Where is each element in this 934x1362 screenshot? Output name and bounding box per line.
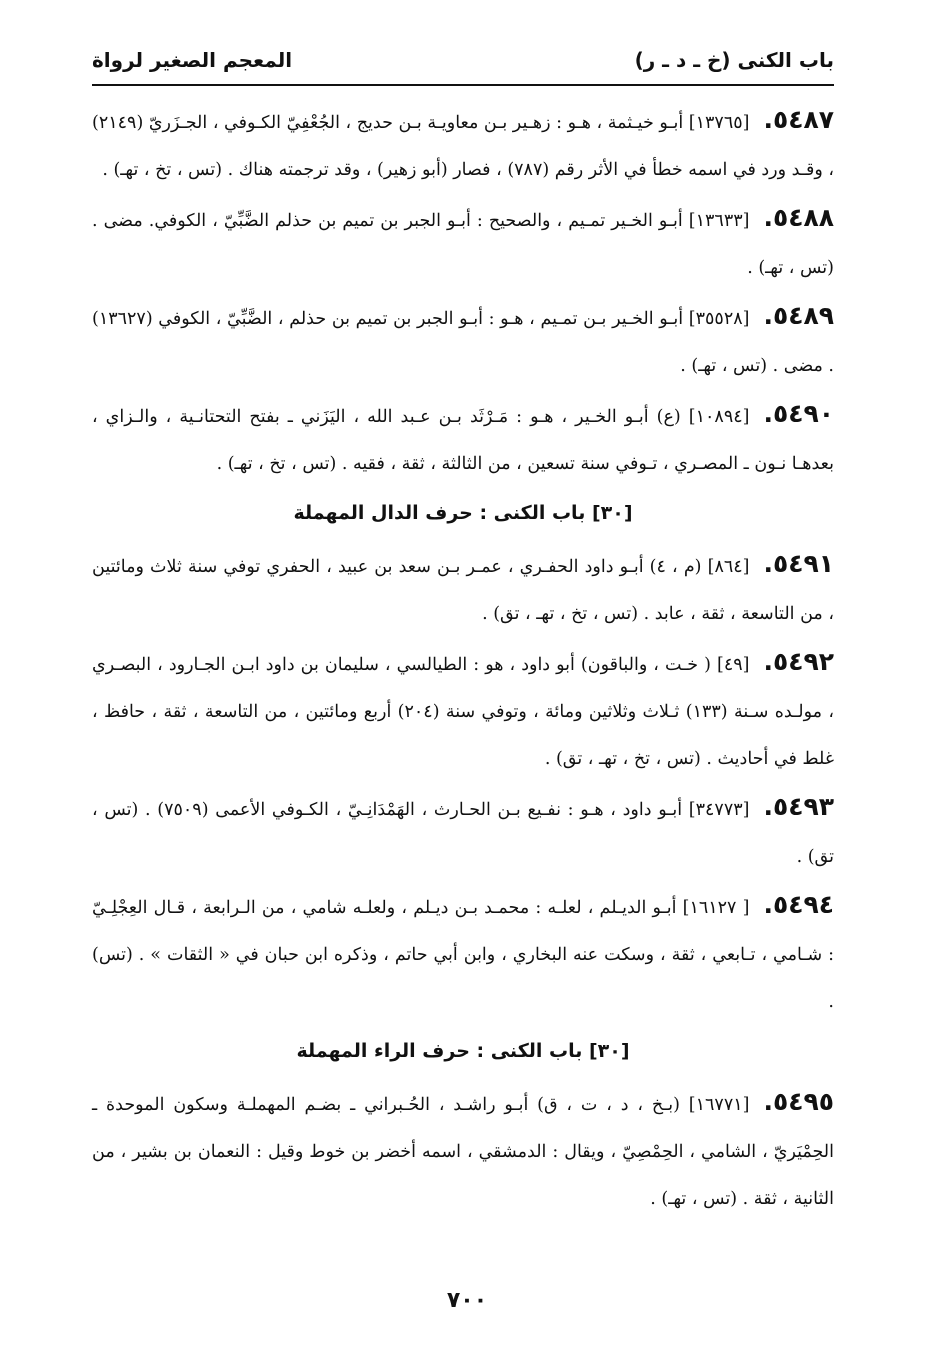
entry — [92, 1078, 834, 1223]
entry-text: [٣٥٥٢٨] أبـو الخـير بـن تمـيم ، هـو : أبـو الجبر بن تميم بن حذلم ، الضَّبِّيّ ، الكوفي (١٣٦٢٧) . مضى . (تس ، تهـ) . — [92, 309, 834, 376]
entry-text: [٣٤٧٧٣] أبـو داود ، هـو : نفـيع بـن الحـارث ، الهَمْدَانِـيّ ، الكـوفي الأعمى (٧٥٠٩) . (تس ، تق) . — [92, 800, 834, 867]
entry — [92, 881, 834, 1026]
header-chapter-title: باب الكنى (خ ـ د ـ ر) — [634, 48, 834, 72]
section-heading-dal: [٣٠] باب الكنى : حرف الدال المهملة — [293, 502, 633, 524]
entry — [92, 194, 834, 292]
entry-number: ٥٤٨٩. — [763, 301, 834, 330]
entry-text: [٨٦٤] (م ، ٤) أبـو داود الحفـري ، عمـر بـن سعد بن عبيد ، الحفري توفي سنة ثلاث ومائتين ، من التاسعة ، ثقة ، عابد . (تس ، تخ ، تهـ ، تق) . — [92, 557, 834, 624]
page-number: ٧٠٠ — [446, 1288, 488, 1313]
entry — [92, 540, 834, 638]
header-book-title: المعجم الصغير لرواة — [92, 48, 293, 72]
entry-number: ٥٤٨٧. — [763, 105, 834, 134]
entry — [92, 390, 834, 488]
page-content — [92, 96, 834, 1223]
entry-text: [١٣٧٦٥] أبـو خيـثمة ، هـو : زهـير بـن معاويـة بـن حديج ، الجُعْفِيّ الكـوفي ، الجـزَريّ (٢١٤٩) ، وقـد ورد في اسمه خطأ في الأثر رقم (٧٨٧) ، فصار (أبو زهير) ، وقد ترجمته هناك . (تس ، تخ ، تهـ) . — [92, 113, 834, 180]
entry-text: [ ١٦١٢٧] أبـو الديـلم ، لعلـه : محمـد بـن ديـلم ، ولعلـه شامي ، من الـرابعة ، قـال العِجْلِـيّ : شـامي ، تـابعي ، ثقة ، وسكت عنه البخاري ، وابن أبي حاتم ، وذكره ابن حبان في « الثقات » . (تس) . — [92, 898, 834, 1012]
entry-number: ٥٤٩٣. — [763, 792, 834, 821]
entry-number: ٥٤٩٠. — [763, 399, 834, 428]
entry — [92, 96, 834, 194]
entry-number: ٥٤٩٥. — [763, 1087, 834, 1116]
entry-text: [٤٩] ( خـت ، والباقون) أبو داود ، هو : الطيالسي ، سليمان بن داود ابـن الجـارود ، البصـري ، مولـده سـنة (١٣٣) ثـلاث وثلاثين ومائة ، وتوفي سنة (٢٠٤) أربع ومائتين ، من التاسعة ، ثقة ، حافظ ، غلط في أحاديث . (تس ، تخ ، تهـ ، تق) . — [92, 655, 834, 769]
header-rule — [92, 84, 834, 86]
entry-number: ٥٤٩١. — [763, 549, 835, 578]
running-header — [92, 40, 834, 80]
entry-number: ٥٤٩٢. — [763, 647, 834, 676]
entry-text: [١٣٦٣٣] أبـو الخـير تمـيم ، والصحيح : أبـو الجبر بن تميم بن حذلم الضَّبِّيّ ، الكوفي. مضى . (تس ، تهـ) . — [92, 211, 834, 278]
entry — [92, 783, 834, 881]
entry-text: [١٦٧٧١] (بـخ ، د ، ت ، ق) أبـو راشـد ، الحُـبراني ـ بضـم المهملـة وسكون الموحدة ـ الحِمْيَريّ ، الشامي ، الحِمْصِيّ ، ويقال : الدمشقي ، اسمه أخضر بن خوط وقيل : النعمان بن بشير ، من الثانية ، ثقة . (تس ، تهـ) . — [92, 1095, 834, 1209]
entry-number: ٥٤٨٨. — [763, 203, 834, 232]
entry-text: [١٠٨٩٤] (ع) أبـو الخـير ، هـو : مَـرْثَد بـن عـبد الله ، اليَزَني ـ بفتح التحتانـية ، والـزاي ، بعدهـا نـون ـ المصـري ، تـوفي سنة تسعين ، من الثالثة ، ثقة ، فقيه . (تس ، تخ ، تهـ) . — [92, 407, 834, 474]
entry-number: ٥٤٩٤. — [763, 890, 834, 919]
section-heading-ra: [٣٠] باب الكنى : حرف الراء المهملة — [296, 1040, 630, 1062]
entry — [92, 292, 834, 390]
entry — [92, 638, 834, 783]
